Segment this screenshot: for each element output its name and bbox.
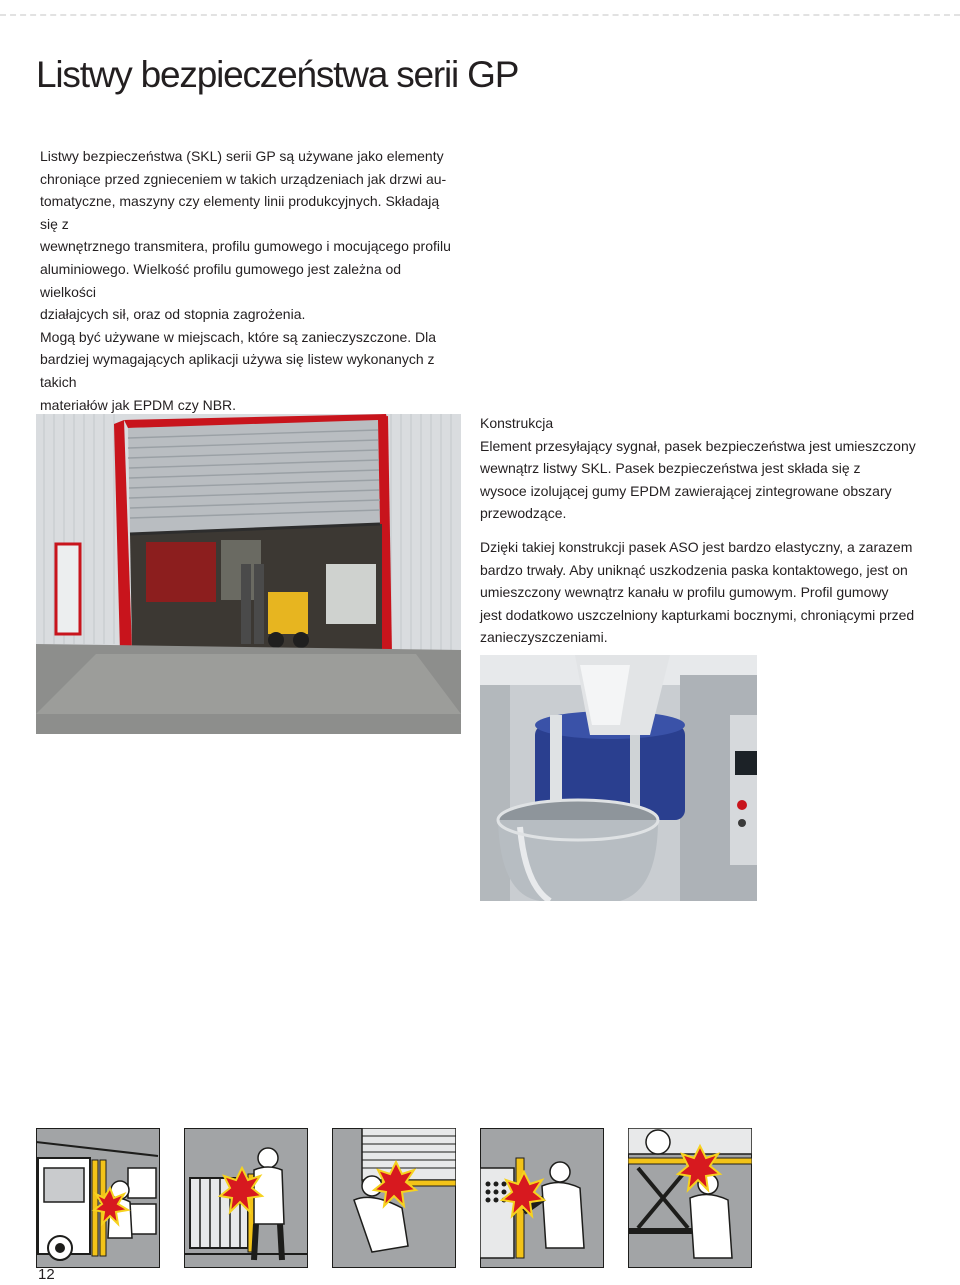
construction-line: Element przesyłający sygnał, pasek bezpieczeństwa jest umieszczony [480, 437, 916, 454]
intro-line: materiałów jak EPDM czy NBR. [40, 396, 237, 413]
illustration-scissor-lift [628, 1128, 752, 1268]
intro-line: bardziej wymagających aplikacji używa się listew wykonanych z takich [40, 351, 435, 390]
construction-line: wewnątrz listwy SKL. Pasek bezpieczeństwa jest składa się z [480, 460, 861, 477]
illustration-roller-door [332, 1128, 456, 1268]
illustration-bus-door [36, 1128, 160, 1268]
intro-line: tomatyczne, maszyny czy elementy linii produkcyjnych. Składają się z [40, 193, 440, 232]
intro-line: Listwy bezpieczeństwa (SKL) serii GP są używane jako elementy [40, 148, 444, 164]
construction-line: Dzięki takiej konstrukcji pasek ASO jest bardzo elastyczny, a zarazem [480, 538, 913, 555]
intro-line: aluminiowego. Wielkość profilu gumowego jest zależna od wielkości [40, 260, 402, 300]
intro-line: wewnętrznego transmitera, profilu gumowego i mocującego profilu [40, 238, 451, 255]
construction-line: umieszczony wewnątrz kanału w profilu gumowym. Profil gumowy [480, 584, 889, 601]
page-number: 12 [38, 1266, 55, 1283]
intro-line: działajcych sił, oraz od stopnia zagrożenia. [40, 306, 306, 323]
paragraph-gap [480, 525, 920, 536]
page-title: Listwy bezpieczeństwa serii GP [36, 54, 519, 95]
construction-line: wysoce izolującej gumy EPDM zawierającej zintegrowane obszary [480, 482, 892, 499]
intro-line: chroniące przed zgnieceniem w takich urządzeniach jak drzwi au- [40, 170, 447, 187]
mixer-machine-photo [480, 655, 757, 901]
illustration-sliding-gate [184, 1128, 308, 1268]
construction-heading: Konstrukcja [480, 415, 554, 431]
intro-line: Mogą być używane w miejscach, które są zanieczyszczone. Dla [40, 328, 437, 345]
construction-line: zanieczyszczeniami. [480, 629, 608, 646]
illustration-industrial-machine [480, 1128, 604, 1268]
top-dashed-rule [0, 14, 960, 16]
construction-line: przewodzące. [480, 505, 567, 522]
construction-line: jest dodatkowo uszczelniony kapturkami bocznymi, chroniącymi przed [480, 606, 915, 623]
construction-line: bardzo trwały. Aby uniknąć uszkodzenia paska kontaktowego, jest on [480, 561, 908, 578]
construction-section [480, 412, 920, 649]
roller-door-photo [36, 414, 461, 734]
